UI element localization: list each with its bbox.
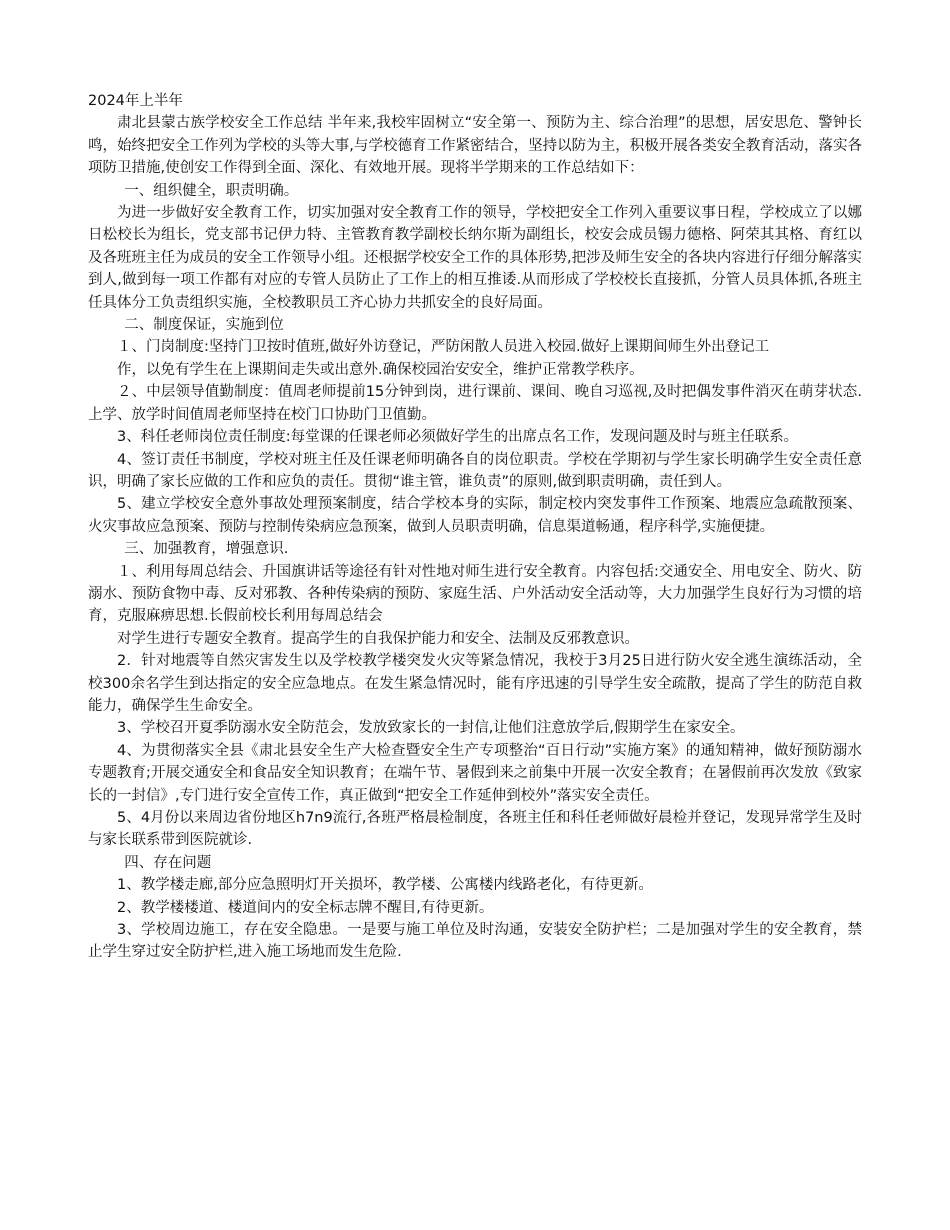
paragraph: 5、4月份以来周边省份地区h7n9流行,各班严格晨检制度，各班主任和科任老师做好晨检并登记，发现异常学生及时与家长联系带到医院就诊. (88, 810, 862, 849)
paragraph: 4、为贯彻落实全县《肃北县安全生产大检查暨安全生产专项整治“百日行动”实施方案》的通知精神，做好预防溺水专题教育;开展交通安全和食品安全知识教育；在端午节、暑假到来之前集中开展一次安全教育；在暑假前再次发放《致家长的一封信》,专门进行安全宣传工作，真正做到“把安全工作延伸到校外”落实安全责任。 (88, 742, 862, 804)
paragraph: 3、学校召开夏季防溺水安全防范会，发放致家长的一封信,让他们注意放学后,假期学生在家安全。 (117, 720, 745, 737)
paragraph: 5、建立学校安全意外事故处理预案制度，结合学校本身的实际，制定校内突发事件工作预案、地震应急疏散预案、火灾事故应急预案、预防与控制传染病应急预案，做到人员职责明确，信息渠道畅通，程序科学,实施便捷。 (88, 496, 862, 535)
paragraph: 为进一步做好安全教育工作，切实加强对安全教育工作的领导，学校把安全工作列入重要议事日程，学校成立了以娜日松校长为组长，党支部书记伊力特、主管教育教学副校长纳尔斯为副组长，校安会成员锡力德格、阿荣其其格、育红以及各班班主任为成员的安全工作领导小组。还根据学校安全工作的具体形势,把涉及师生安全的各块内容进行仔细分解落实到人,做到每一项工作都有对应的专管人员防止了工作上的相互推诿.从而形成了学校校长直接抓，分管人员具体抓,各班主任具体分工负责组织实施，全校教职员工齐心协力共抓安全的良好局面。 (88, 205, 862, 311)
paragraph: 1、教学楼走廊,部分应急照明灯开关损坏，教学楼、公寓楼内线路老化，有待更新。 (117, 877, 653, 894)
paragraph: 2、教学楼楼道、楼道间内的安全标志牌不醒目,有待更新。 (117, 899, 494, 916)
section-heading-3: 三、加强教育，增强意识. (124, 541, 289, 558)
paragraph: ２、中层领导值勤制度：值周老师提前15分钟到岗，进行课前、课间、晚自习巡视,及时把偶发事件消灭在萌芽状态.上学、放学时间值周老师坚持在校门口协助门卫值勤。 (88, 384, 862, 423)
paragraph: 2．针对地震等自然灾害发生以及学校教学楼突发火灾等紧急情况，我校于3月25日进行防火安全逃生演练活动，全校300余名学生到达指定的安全应急地点。在发生紧急情况时，能有序迅速的引导学生安全疏散，提高了学生的防范自救能力，确保学生生命安全。 (88, 653, 862, 714)
paragraph: 对学生进行专题安全教育。提高学生的自我保护能力和安全、法制及反邪教意识。 (117, 630, 639, 647)
intro-paragraph: 肃北县蒙古族学校安全工作总结 半年来,我校牢固树立“安全第一、预防为主、综合治理”的思想，居安思危、警钟长鸣，始终把安全工作列为学校的头等大事,与学校德育工作紧密结合，坚持以防为主，积极开展各类安全教育活动，落实各项防卫措施,使创安工作得到全面、深化、有效地开展。现将半学期来的工作总结如下： (88, 115, 862, 177)
paragraph: １、门岗制度:坚持门卫按时值班,做好外访登记，严防闲散人员进入校园.做好上课期间师生外出登记工 (117, 339, 770, 356)
paragraph: 作，以免有学生在上课期间走失或出意外.确保校园治安安全，维护正常教学秩序。 (117, 361, 644, 378)
paragraph: 4、签订责任书制度，学校对班主任及任课老师明确各自的岗位职责。学校在学期初与学生家长明确学生安全责任意识，明确了家长应做的工作和应负的责任。贯彻“谁主管，谁负责”的原则,做到职责明确，责任到人。 (88, 451, 862, 490)
section-heading-1: 一、组织健全，职责明确。 (124, 182, 299, 199)
section-heading-2: 二、制度保证，实施到位 (124, 317, 284, 334)
document-body (88, 90, 862, 964)
paragraph: 3、学校周边施工，存在安全隐患。一是要与施工单位及时沟通，安装安全防护栏；二是加强对学生的安全教育，禁止学生穿过安全防护栏,进入施工场地而发生危险. (88, 922, 862, 961)
paragraph: １、利用每周总结会、升国旗讲话等途径有针对性地对师生进行安全教育。内容包括:交通安全、用电安全、防火、防溺水、预防食物中毒、反对邪教、各种传染病的预防、家庭生活、户外活动安全活动等，大力加强学生良好行为习惯的培育，克服麻痹思想.长假前校长利用每周总结会 (88, 563, 862, 625)
date-line: 2024年上半年 (88, 93, 183, 109)
paragraph: 3、科任老师岗位责任制度:每堂课的任课老师必须做好学生的出席点名工作，发现问题及时与班主任联系。 (117, 429, 799, 446)
section-heading-4: 四、存在问题 (124, 854, 212, 871)
